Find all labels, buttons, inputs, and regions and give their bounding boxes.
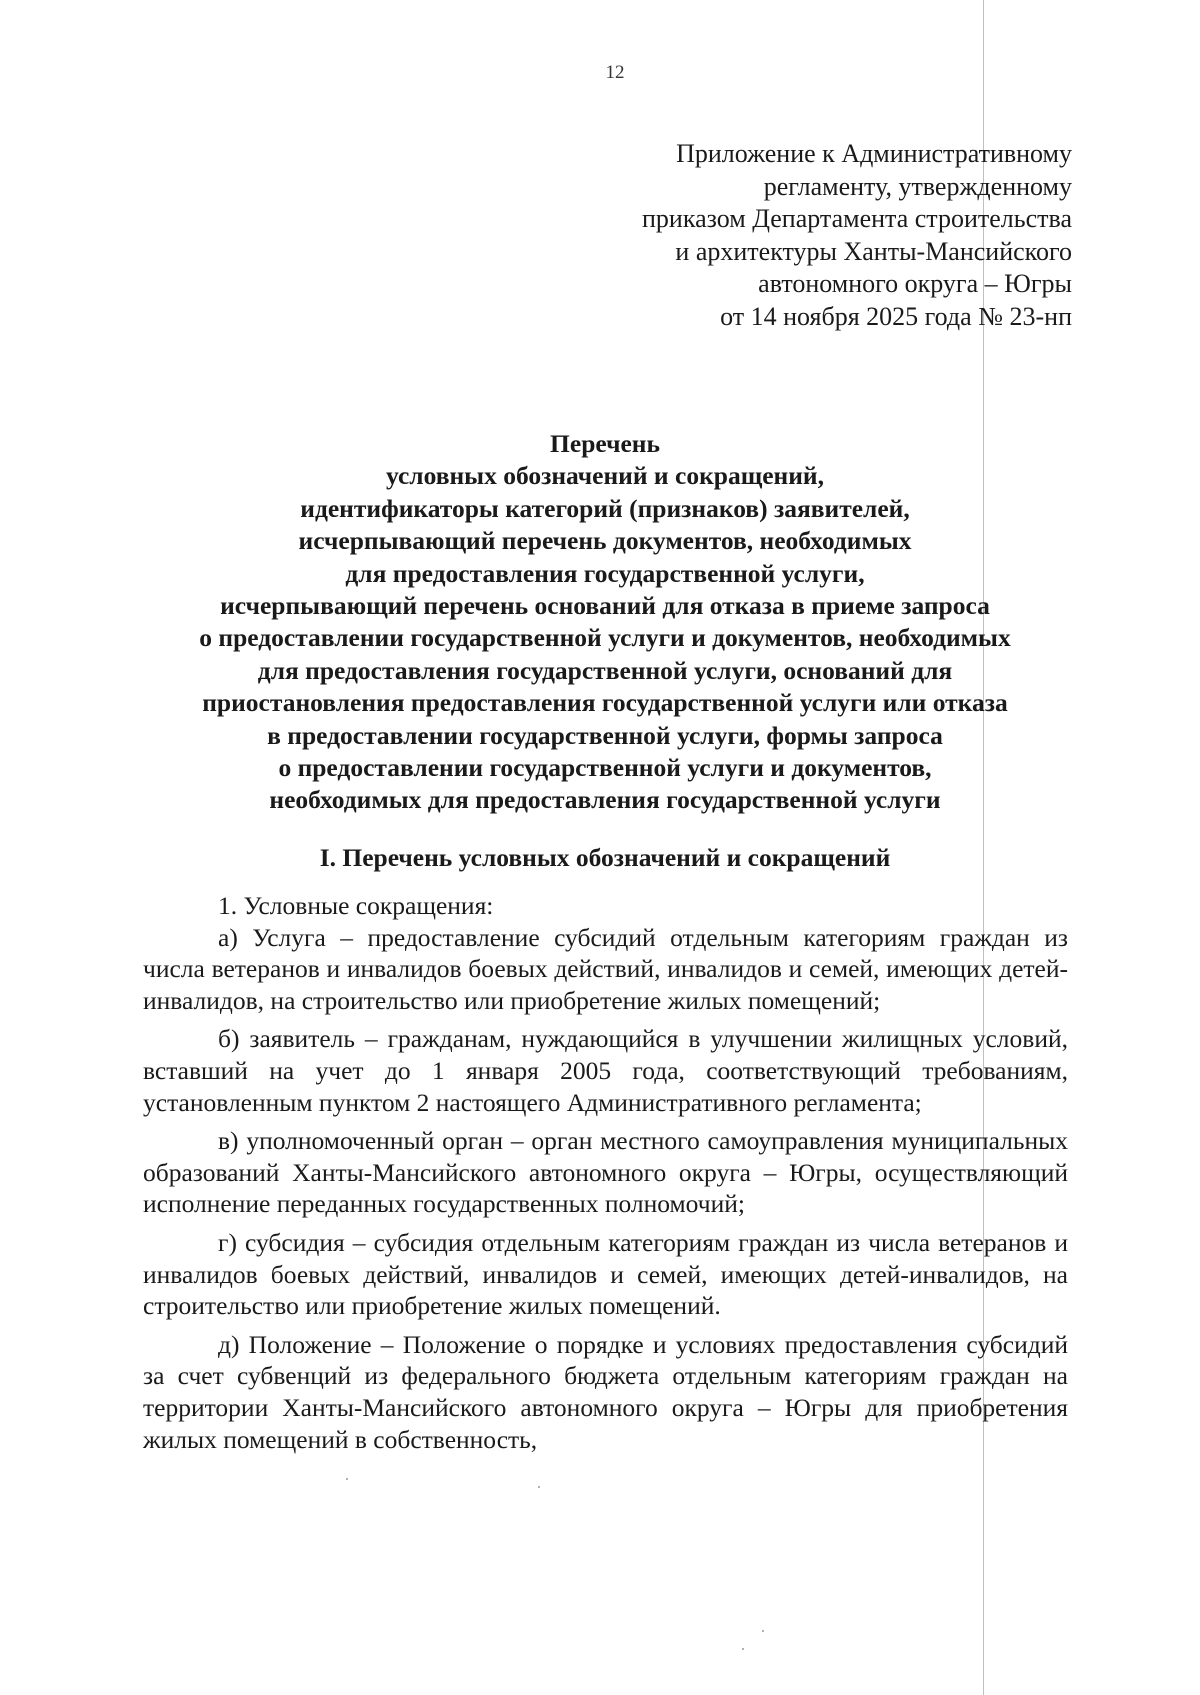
title-line: о предоставлении государственной услуги и документов, xyxy=(278,753,932,783)
appendix-line: от 14 ноября 2025 года № 23-нп xyxy=(720,301,1072,331)
appendix-line: Приложение к Административному xyxy=(676,139,1072,168)
scan-speck xyxy=(742,1648,744,1650)
paragraph-item: а) Услуга – предоставление субсидий отдельным категориям граждан из числа ветеранов и инвалидов боевых действий, инвалидов и семей, имеющих детей-инвалидов, на строительство или приобретение жилых помещений; xyxy=(143,922,1068,1015)
title-line: идентификаторы категорий (признаков) заявителей, xyxy=(300,493,910,523)
appendix-line: и архитектуры Ханты-Мансийского xyxy=(675,236,1072,266)
scan-speck xyxy=(346,1478,348,1480)
paragraph-item: 1. Условные сокращения: xyxy=(218,891,494,920)
title-line: для предоставления государственной услуги, xyxy=(345,558,865,588)
paragraph-item: д) Положение – Положение о порядке и условиях предоставления субсидий за счет субвенций из федерального бюджета отдельным категориям граждан на территории Ханты-Мансийского автономного округа – Югры для приобретения жилых помещений в собственность, xyxy=(143,1329,1068,1454)
paragraph-item: г) субсидия – субсидия отдельным категориям граждан из числа ветеранов и инвалидов боевых действий, инвалидов и семей, имеющих детей-инвалидов, на строительство или приобретение жилых помещений. xyxy=(143,1227,1068,1321)
title-line: о предоставлении государственной услуги и документов, необходимых xyxy=(199,623,1011,653)
title-line: Перечень xyxy=(550,429,660,458)
page-number: 12 xyxy=(605,62,625,83)
title-line: исчерпывающий перечень документов, необходимых xyxy=(298,526,912,556)
scan-speck xyxy=(762,1630,764,1632)
title-line: в предоставлении государственной услуги, формы запроса xyxy=(267,720,943,750)
paragraph-item: в) уполномоченный орган – орган местного самоуправления муниципальных образований Ханты-Мансийского автономного округа – Югры, осуществляющий исполнение переданных государственных полномочий; xyxy=(143,1126,1068,1219)
scan-speck xyxy=(538,1486,540,1488)
appendix-line: регламенту, утвержденному xyxy=(763,171,1072,201)
title-line: исчерпывающий перечень оснований для отказа в приеме запроса xyxy=(220,591,990,621)
section-heading: I. Перечень условных обозначений и сокращений xyxy=(319,843,891,872)
paragraph-item: б) заявитель – гражданам, нуждающийся в улучшении жилищных условий, вставший на учет до 1 января 2005 года, соответствующий требованиям, установленным пунктом 2 настоящего Административного регламента; xyxy=(143,1024,1068,1117)
title-line: условных обозначений и сокращений, xyxy=(386,461,824,491)
body-text xyxy=(143,890,1068,1455)
document-title xyxy=(140,428,1070,817)
appendix-block xyxy=(642,138,1072,333)
title-line: приостановления предоставления государственной услуги или отказа xyxy=(202,688,1008,718)
appendix-line: автономного округа – Югры xyxy=(758,269,1072,298)
title-line: для предоставления государственной услуги, оснований для xyxy=(257,655,953,685)
appendix-line: приказом Департамента строительства xyxy=(642,204,1072,233)
title-line: необходимых для предоставления государственной услуги xyxy=(269,785,941,815)
